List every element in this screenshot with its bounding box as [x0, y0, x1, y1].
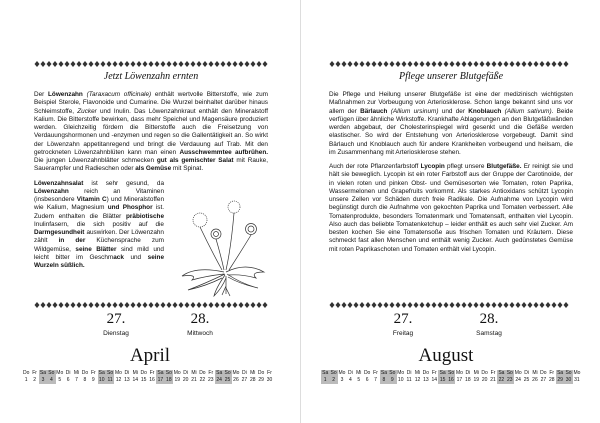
weekday-cell: Mo	[455, 370, 463, 376]
article-right	[329, 91, 573, 260]
text-run: Die jungen Löwenzahnblätter schmecken	[34, 157, 157, 164]
text-run: ist. Zudem enthalten die Blätter	[34, 204, 164, 220]
date-cell: 11	[406, 377, 412, 383]
text-run: Vitamin C	[76, 196, 107, 203]
weekday-cell: Mi	[191, 370, 197, 376]
day-number: 28.	[190, 311, 210, 327]
day-number: 27.	[106, 311, 126, 327]
weekday-cell: Di	[183, 370, 188, 376]
date-cell: 6	[66, 377, 70, 383]
weekday-cell: Fr	[549, 370, 555, 376]
date-cell: 26	[233, 377, 239, 383]
month-name: April	[129, 345, 171, 366]
text-run: in der	[58, 237, 86, 245]
weekday-cell: Di	[124, 370, 130, 376]
weekday-cell: Di	[524, 370, 529, 376]
weekday-cell: Sa	[380, 370, 387, 376]
text-run: Inulinfasern, die sich positiv auf die	[34, 220, 164, 228]
date-cell: 6	[365, 377, 369, 383]
date-cell: 3	[39, 377, 47, 384]
date-cell: 1	[24, 377, 28, 383]
date-cell: 3	[340, 377, 344, 383]
page-title-right: Pflege unserer Blutgefäße	[398, 71, 504, 82]
weekday-cell: Di	[406, 370, 412, 376]
date-cell: 17	[456, 377, 463, 383]
weekday-cell: So	[224, 370, 231, 376]
weekday-cell: Mo	[573, 370, 581, 376]
text-run: Zucker	[77, 107, 97, 115]
date-cell: 12	[414, 377, 421, 383]
date-cell: 20	[182, 377, 189, 383]
weekday-cell: Di	[241, 370, 247, 376]
weekday-cell: Fr	[32, 370, 37, 376]
date-cell: 25	[224, 377, 231, 383]
weekday-row	[321, 370, 581, 377]
top-ornament-right	[329, 60, 573, 68]
date-cell: 24	[515, 377, 521, 383]
text-run: Der	[34, 91, 49, 98]
text-run: Darmgesundheit	[34, 229, 85, 236]
date-cell: 19	[174, 377, 180, 383]
date-cell: 29	[258, 377, 264, 383]
text-run: (Taraxacum officinale)	[86, 91, 152, 98]
date-cell: 22	[199, 377, 206, 383]
day-number: 27.	[393, 311, 413, 327]
date-cell: 26	[532, 377, 538, 383]
date-cell: 1	[321, 377, 329, 384]
text-run: pflegt unsere	[444, 163, 487, 170]
text-run: Löwenzahn	[34, 187, 69, 195]
date-cell: 2	[33, 377, 36, 383]
right-page	[300, 0, 600, 423]
weekday-cell: Di	[348, 370, 353, 376]
weekday-cell: Di	[465, 370, 471, 376]
day-name: Samstag	[476, 330, 502, 337]
date-cell: 21	[490, 377, 496, 383]
date-cell: 27	[540, 377, 547, 383]
date-cell: 5	[357, 377, 361, 383]
date-cell: 28	[249, 377, 256, 383]
text-run: als Gemüse	[135, 165, 172, 173]
weekday-cell: Mo	[115, 370, 122, 376]
day-number: 28.	[479, 311, 499, 327]
date-cell: 2	[329, 377, 337, 384]
date-cell: 10	[397, 377, 404, 383]
weekday-cell: Fr	[267, 370, 272, 376]
text-run: Küchensprache zum Wildgemüse,	[34, 237, 164, 253]
date-row	[22, 377, 274, 384]
date-row	[321, 377, 581, 384]
text-run: und der	[438, 107, 469, 115]
text-run: . Beide verfügen über ähnliche Wirkstoffe. Krankhafte Ablagerungen an den Blutgefäßwänden werden abgebaut, der Cholesterinspiegel wird gesenkt und die Gefäße werden elastischer. So wird der Entstehung von Arteriosklerose vorgebeugt. Damit sind Bärlauch und Knoblauch auch für andere Krankheiten vorbeugend und heilsam, die im Zusammenhang mit Arteriosklerose stehen.	[329, 107, 574, 156]
text-run: Die Pflege und Heilung unserer Blutgefäße ist eine der medizinisch wichtigsten Maßnahmen zur Vorbeugung von Arteriosklerose. Schon lange bekannt sind uns vor allem der	[329, 91, 573, 115]
date-cell: 16	[448, 377, 454, 383]
weekday-cell: So	[165, 370, 172, 376]
text-run: Lycopin	[420, 163, 445, 170]
date-cell: 13	[423, 377, 429, 383]
text-run: ack	[113, 253, 124, 261]
date-cell: 8	[83, 377, 87, 383]
date-cell: 29	[557, 377, 563, 383]
text-run: (Allium ursinum)	[390, 107, 439, 115]
text-run: und Inulin. Das Löwenzahnkraut enthält den Mineralstoff Kalium. Die Bitterstoffe bewirken, dass mehr Speichel und Magensäure produziert werden. Gleichzeitig fördern die Bitterstoffe auch die Freisetzung von Verdauungshormonen und -enzymen und regen so die Gallentätigkeit an. So wirkt der Löwenzahn appetitanregend und bringt die Verdauung auf Trab. Mit den getrockneten Löwenzahnblüten kann man einen	[34, 107, 268, 156]
weekday-cell: Mi	[250, 370, 256, 376]
date-cell: 23	[507, 377, 513, 383]
text-run: Löwenzahn	[48, 91, 83, 98]
ornament-icon	[329, 60, 573, 68]
text-run: (Allium sativum)	[504, 107, 552, 115]
text-run: und	[123, 253, 148, 261]
weekday-cell: Fr	[431, 370, 437, 376]
date-cell: 24	[216, 377, 222, 383]
date-cell: 10	[98, 377, 105, 383]
ornament-icon	[34, 60, 268, 68]
text-run: Löwenzahnsalat	[34, 179, 84, 187]
weekday-cell: Mo	[397, 370, 405, 376]
weekday-cell: Do	[199, 370, 206, 376]
text-run: Blutgefäße.	[486, 163, 522, 170]
date-cell: 16	[149, 377, 155, 383]
date-cell: 15	[439, 377, 446, 383]
weekday-cell: Mo	[56, 370, 64, 376]
text-run: seine Blätter	[75, 245, 117, 253]
weekday-cell: So	[389, 370, 396, 376]
weekday-cell: Mi	[414, 370, 421, 376]
weekday-cell: Mo	[514, 370, 522, 376]
bottom-ornament-left	[34, 301, 268, 309]
day-name: Mittwoch	[187, 330, 213, 337]
date-cell: 7	[374, 377, 377, 383]
weekday-cell: Mi	[473, 370, 479, 376]
date-cell: 7	[75, 377, 78, 383]
weekday-cell: Fr	[490, 370, 496, 376]
paragraph-2-wrap	[34, 180, 164, 271]
date-cell: 31	[574, 377, 580, 383]
weekday-cell: Sa	[39, 370, 47, 376]
weekday-cell: Mi	[73, 370, 80, 376]
date-cell: 15	[140, 377, 147, 383]
weekday-cell: Mo	[232, 370, 240, 376]
text-run: seine Wurzeln süßlich.	[34, 253, 164, 269]
weekday-cell: Sa	[216, 370, 223, 376]
weekday-cell: Do	[81, 370, 89, 376]
date-cell: 30	[565, 377, 572, 383]
text-run: reich an Vitaminen (insbesondere	[34, 187, 164, 203]
date-cell: 27	[241, 377, 248, 383]
month-name: August	[418, 345, 474, 366]
weekday-cell: Do	[363, 370, 371, 376]
weekday-cell: Fr	[373, 370, 378, 376]
month-calendar	[22, 370, 274, 384]
weekday-cell: Mo	[173, 370, 181, 376]
day-name: Freitag	[392, 330, 414, 337]
text-run: ist sehr gesund, da	[83, 179, 164, 187]
text-run: enthält wertvolle Bitterstoffe, wie zum Beispiel Sterole, Flavonoide und Cumarine. Die Wurzel beinhaltet darüber hinaus Schleimstoffe,	[34, 91, 269, 115]
text-run: Auch der rote Pflanzenfarbstoff	[329, 163, 421, 170]
paragraph-1	[34, 91, 268, 174]
text-run: und Phosphor	[107, 204, 153, 212]
text-run: sind mild und leicht bitter im Geschm	[34, 245, 164, 261]
date-cell: 14	[431, 377, 438, 383]
top-ornament-left	[34, 60, 268, 68]
ornament-icon	[329, 301, 573, 309]
weekday-cell: Fr	[208, 370, 214, 376]
weekday-cell: Mi	[532, 370, 538, 376]
weekday-cell: Do	[422, 370, 430, 376]
weekday-cell: Sa	[439, 370, 446, 376]
date-cell: 18	[465, 377, 471, 383]
weekday-cell: So	[506, 370, 513, 376]
date-cell: 9	[388, 377, 396, 384]
weekday-cell: Sa	[98, 370, 105, 376]
date-cell: 11	[107, 377, 113, 383]
weekday-cell: Do	[257, 370, 265, 376]
weekday-cell: Sa	[322, 370, 329, 376]
date-cell: 4	[348, 377, 352, 383]
weekday-cell: So	[565, 370, 572, 376]
month-calendar	[321, 370, 581, 384]
weekday-cell: So	[107, 370, 114, 376]
weekday-cell: Fr	[149, 370, 155, 376]
text-run: Bärlauch	[360, 107, 388, 115]
date-cell: 21	[191, 377, 197, 383]
date-cell: 18	[166, 377, 172, 383]
text-run: Er reinigt sie und hält sie beweglich. Lycopin ist ein roter Farbstoff aus der Gruppe der Carotinoide, der in vielen roten und pinken Obst- und Gemüsesorten wie Tomaten, roten Paprika, Wassermelonen und Grapefruits vorkommt. Als starkes Antioxidans schützt Lycopin unsere Zellen vor Schäden durch freie Radikale. Die Aufnahme von Lycopin wird begünstigt durch die Aufnahme von gekochten Paprika und Tomaten verbessert. Alle Tomatenprodukte, besonders Tomatenmark und Tomatensaft, enthalten viel Lycopin. Also auch das beliebte Tomatenketchup – leider enthält es auch sehr viel Zucker. Am besten kochen Sie eine Tomatensoße aus frischen Tomaten und Kräutern. Diese schmeckt fast allen Menschen und enthält wenig Zucker. Auch gedünstetes Gemüse mit roten Paprikaschoten und Tomaten enthält viel Lycopin.	[329, 163, 573, 253]
date-cell: 14	[132, 377, 139, 383]
weekday-cell: So	[48, 370, 55, 376]
calendar-table	[321, 370, 581, 384]
calendar-table	[22, 370, 274, 384]
date-cell: 8	[380, 377, 388, 384]
date-cell: 22	[498, 377, 505, 383]
text-run: gut als gemischter Salat	[156, 157, 234, 164]
bottom-ornament-right	[329, 301, 573, 309]
ornament-icon	[34, 301, 268, 309]
text-run: auswirken. Der Löwenzahn zählt	[34, 229, 164, 245]
weekday-cell: Do	[140, 370, 147, 376]
weekday-cell: Mi	[356, 370, 362, 376]
date-cell: 28	[548, 377, 555, 383]
date-cell: 19	[473, 377, 479, 383]
date-cell: 23	[208, 377, 214, 383]
text-run: Ausschwemmtee aufbrühen.	[179, 148, 268, 156]
weekday-cell: Do	[481, 370, 488, 376]
weekday-cell: Mo	[338, 370, 346, 376]
text-run: präbiotische	[126, 212, 164, 220]
text-run: Knoblauch	[468, 107, 502, 115]
weekday-cell: Di	[65, 370, 71, 376]
date-cell: 13	[124, 377, 130, 383]
weekday-cell: Fr	[90, 370, 96, 376]
weekday-cell: So	[447, 370, 455, 376]
text-run: mit Rauke, Sauerampfer und Radieschen oder	[34, 157, 268, 173]
paragraph-1	[329, 91, 573, 157]
weekday-cell: Do	[540, 370, 547, 376]
date-cell: 5	[58, 377, 62, 383]
weekday-cell: Do	[22, 370, 30, 376]
dandelion-illustration-icon	[176, 198, 268, 298]
date-cell: 4	[47, 377, 55, 384]
date-cell: 20	[481, 377, 488, 383]
date-cell: 30	[266, 377, 273, 383]
page-title-left: Jetzt Löwenzahn ernten	[103, 71, 199, 82]
weekday-row	[22, 370, 274, 377]
weekday-cell: Sa	[557, 370, 564, 376]
paragraph-2	[329, 163, 573, 254]
date-cell: 9	[91, 377, 95, 383]
date-cell: 25	[523, 377, 530, 383]
text-run: mit Spinat.	[171, 165, 204, 173]
weekday-cell: Sa	[498, 370, 505, 376]
weekday-cell: Mi	[132, 370, 138, 376]
weekday-cell: So	[330, 370, 337, 376]
day-name: Dienstag	[103, 330, 129, 337]
text-run: ) und Mineralstoffen wie Kalium, Magnesium	[34, 196, 164, 212]
paragraph-2	[34, 180, 164, 271]
weekday-cell: Sa	[157, 370, 164, 376]
date-cell: 17	[157, 377, 164, 383]
date-cell: 12	[115, 377, 122, 383]
